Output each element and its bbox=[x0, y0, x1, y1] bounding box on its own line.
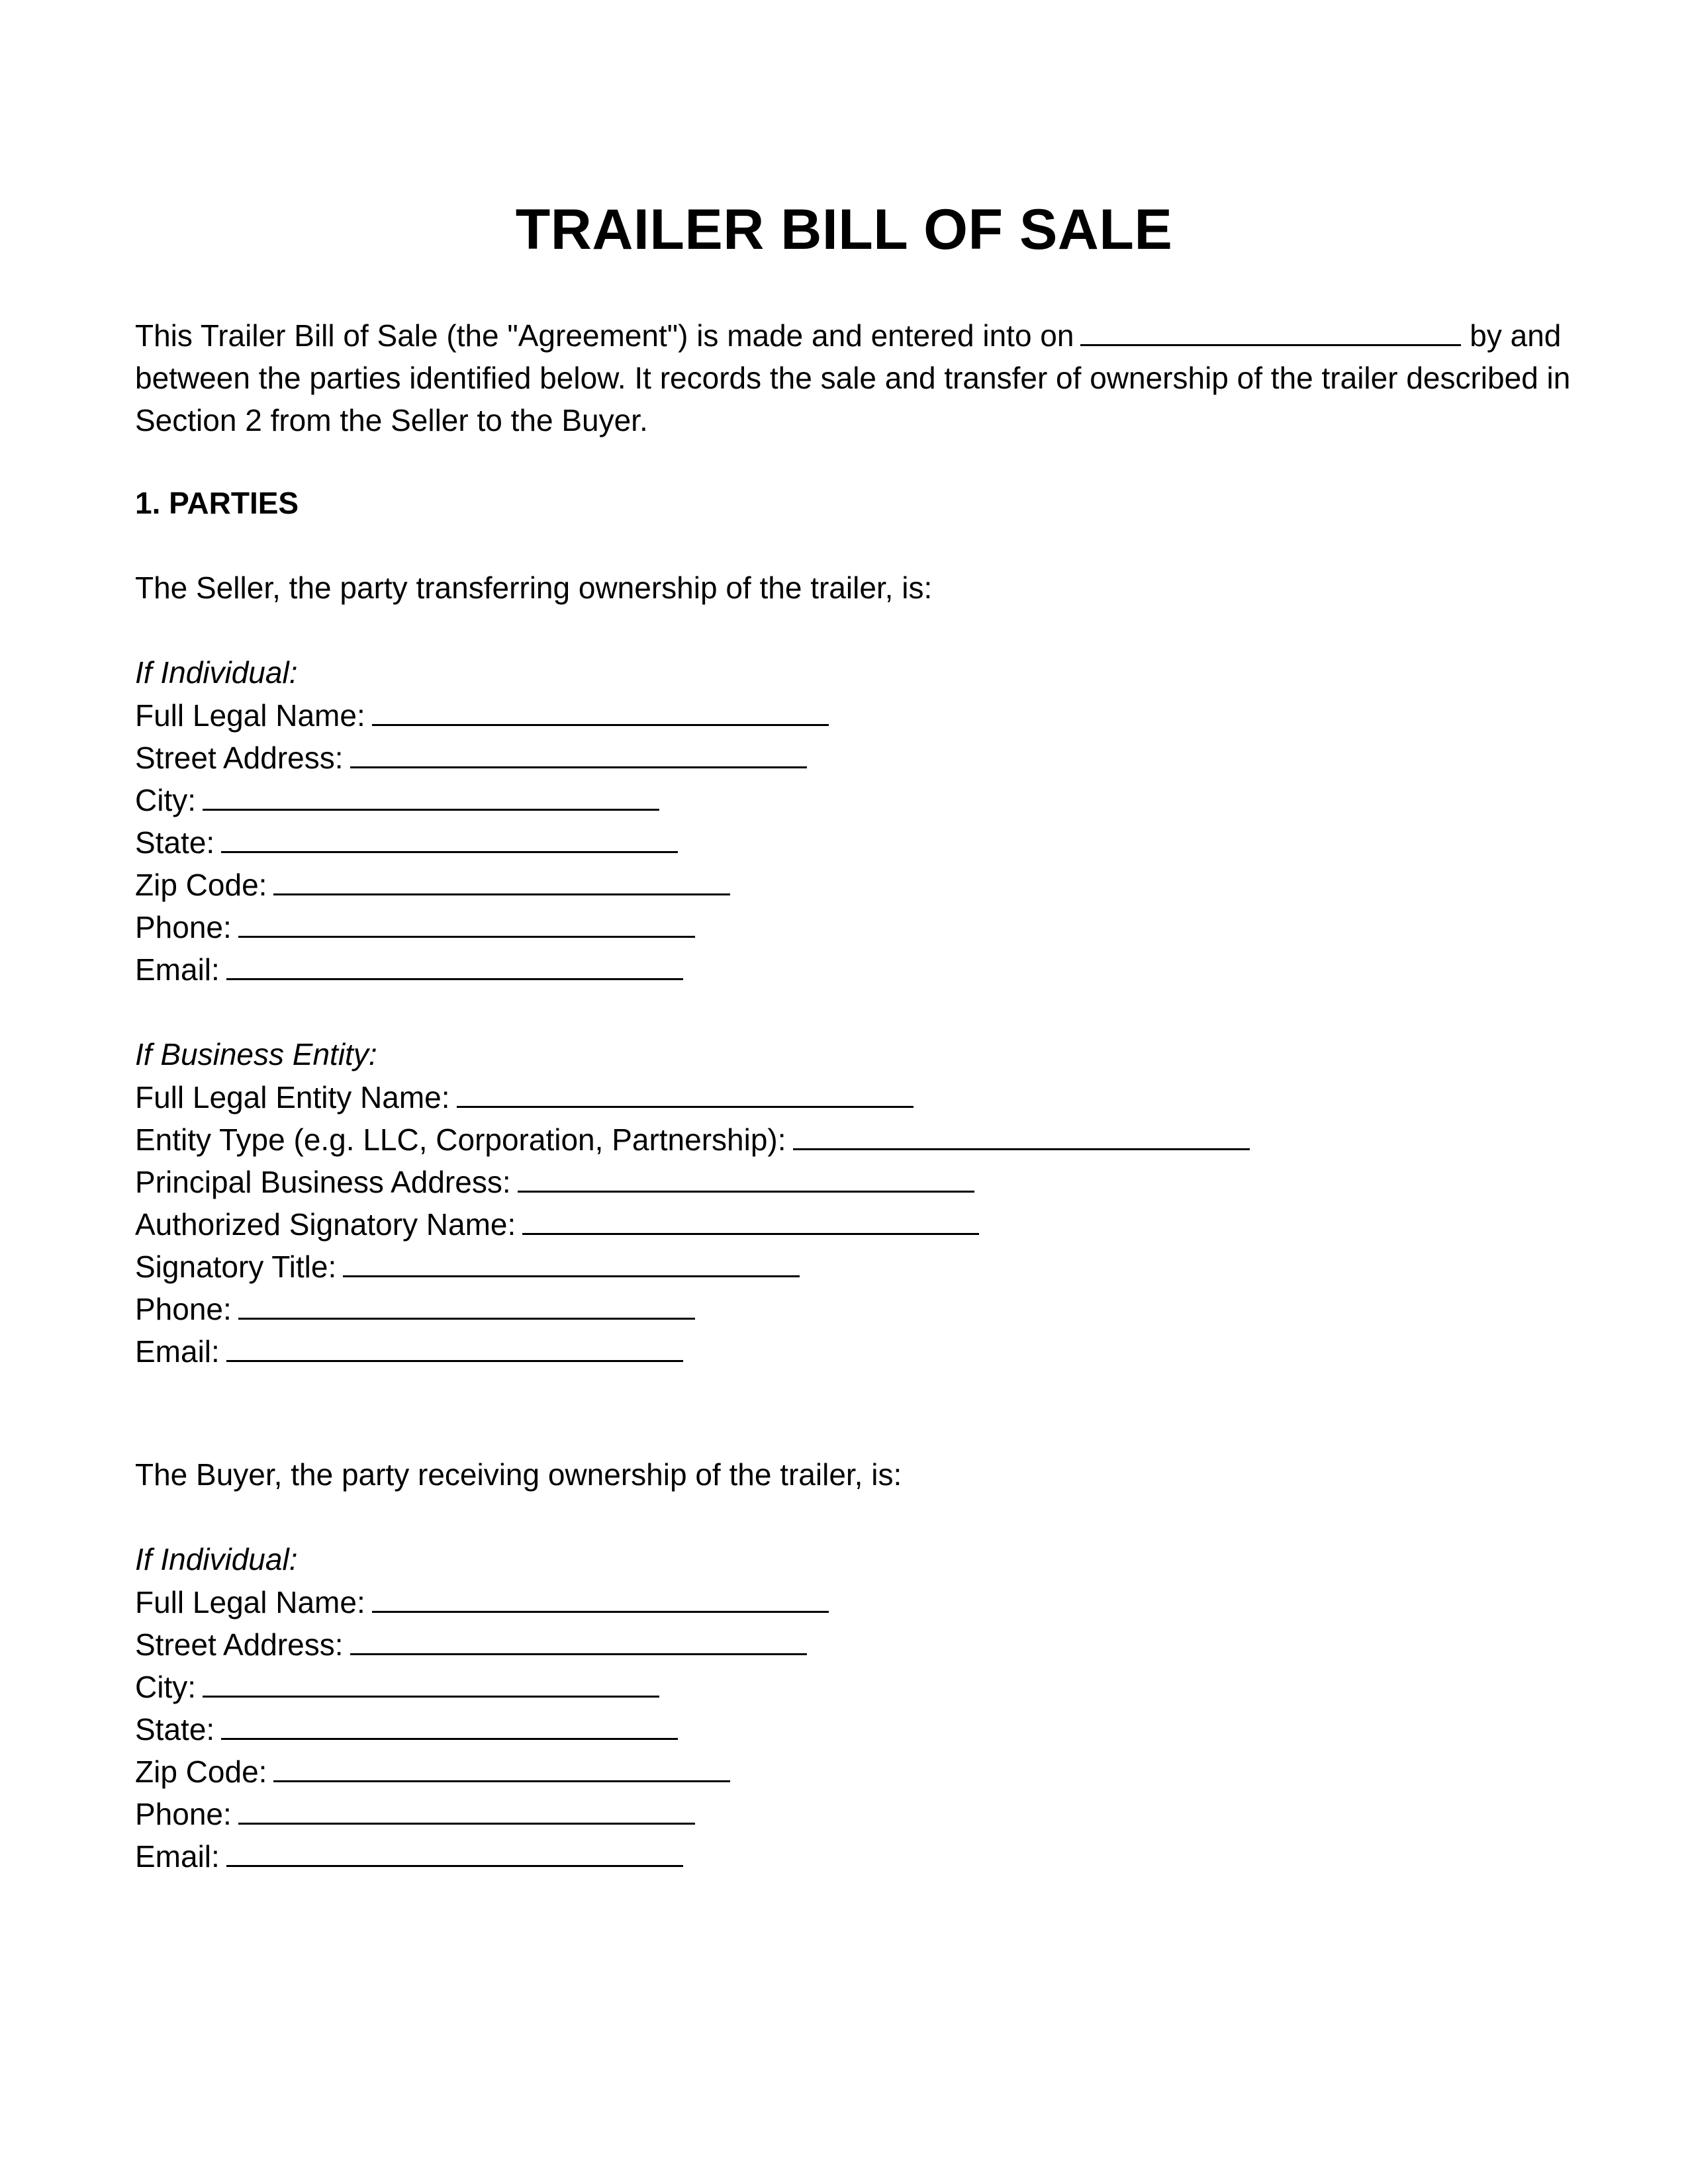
seller-street-address-field: Street Address: bbox=[135, 736, 829, 778]
document-title: TRAILER BILL OF SALE bbox=[515, 198, 1173, 261]
section-heading-parties: 1. PARTIES bbox=[135, 486, 299, 520]
blank-line[interactable] bbox=[221, 1707, 678, 1740]
seller-business-address-field: Principal Business Address: bbox=[135, 1160, 1250, 1203]
seller-individual-subhead: If Individual: bbox=[135, 655, 298, 690]
seller-business-block bbox=[135, 1033, 1250, 1372]
buyer-street-address-field: Street Address: bbox=[135, 1623, 829, 1665]
buyer-individual-block bbox=[135, 1538, 829, 1877]
blank-line[interactable] bbox=[221, 821, 678, 853]
blank-line[interactable] bbox=[226, 1330, 683, 1362]
intro-text-end: by and between the parties identified below. It records the sale and transfer of ownership of the trailer described in Section 2 from the Seller to the Buyer. bbox=[135, 318, 1571, 437]
seller-individual-block bbox=[135, 651, 829, 990]
seller-signatory-title-field: Signatory Title: bbox=[135, 1245, 1250, 1287]
seller-city-field: City: bbox=[135, 778, 829, 821]
blank-line[interactable] bbox=[273, 1750, 730, 1782]
blank-line[interactable] bbox=[518, 1160, 974, 1193]
blank-line[interactable] bbox=[457, 1075, 914, 1108]
seller-signatory-name-field: Authorized Signatory Name: bbox=[135, 1203, 1250, 1245]
blank-line[interactable] bbox=[203, 1665, 659, 1698]
agreement-date-blank[interactable] bbox=[1080, 311, 1461, 346]
seller-email-field: Email: bbox=[135, 948, 829, 990]
blank-line[interactable] bbox=[238, 905, 695, 938]
buyer-email-field: Email: bbox=[135, 1835, 829, 1877]
blank-line[interactable] bbox=[238, 1287, 695, 1320]
blank-line[interactable] bbox=[793, 1118, 1250, 1150]
blank-line[interactable] bbox=[372, 1580, 829, 1613]
seller-intro: The Seller, the party transferring ownership of the trailer, is: bbox=[135, 570, 933, 605]
buyer-state-field: State: bbox=[135, 1707, 829, 1750]
buyer-intro: The Buyer, the party receiving ownership of the trailer, is: bbox=[135, 1457, 902, 1492]
buyer-phone-field: Phone: bbox=[135, 1792, 829, 1835]
buyer-city-field: City: bbox=[135, 1665, 829, 1707]
buyer-zip-code-field: Zip Code: bbox=[135, 1750, 829, 1792]
blank-line[interactable] bbox=[372, 694, 829, 726]
blank-line[interactable] bbox=[522, 1203, 979, 1235]
blank-line[interactable] bbox=[203, 778, 659, 811]
seller-business-email-field: Email: bbox=[135, 1330, 1250, 1372]
blank-line[interactable] bbox=[343, 1245, 800, 1277]
buyer-full-legal-name-field: Full Legal Name: bbox=[135, 1580, 829, 1623]
seller-entity-name-field: Full Legal Entity Name: bbox=[135, 1075, 1250, 1118]
blank-line[interactable] bbox=[350, 1623, 807, 1655]
seller-business-subhead: If Business Entity: bbox=[135, 1037, 377, 1071]
blank-line[interactable] bbox=[238, 1792, 695, 1825]
seller-business-phone-field: Phone: bbox=[135, 1287, 1250, 1330]
intro-text-start: This Trailer Bill of Sale (the "Agreement") is made and entered into on bbox=[135, 318, 1074, 353]
blank-line[interactable] bbox=[273, 863, 730, 895]
blank-line[interactable] bbox=[226, 1835, 683, 1867]
buyer-individual-subhead: If Individual: bbox=[135, 1542, 298, 1576]
intro-paragraph bbox=[135, 311, 1578, 441]
seller-full-legal-name-field: Full Legal Name: bbox=[135, 694, 829, 736]
seller-state-field: State: bbox=[135, 821, 829, 863]
blank-line[interactable] bbox=[226, 948, 683, 980]
seller-zip-code-field: Zip Code: bbox=[135, 863, 829, 905]
seller-phone-field: Phone: bbox=[135, 905, 829, 948]
seller-entity-type-field: Entity Type (e.g. LLC, Corporation, Partnership): bbox=[135, 1118, 1250, 1160]
blank-line[interactable] bbox=[350, 736, 807, 768]
